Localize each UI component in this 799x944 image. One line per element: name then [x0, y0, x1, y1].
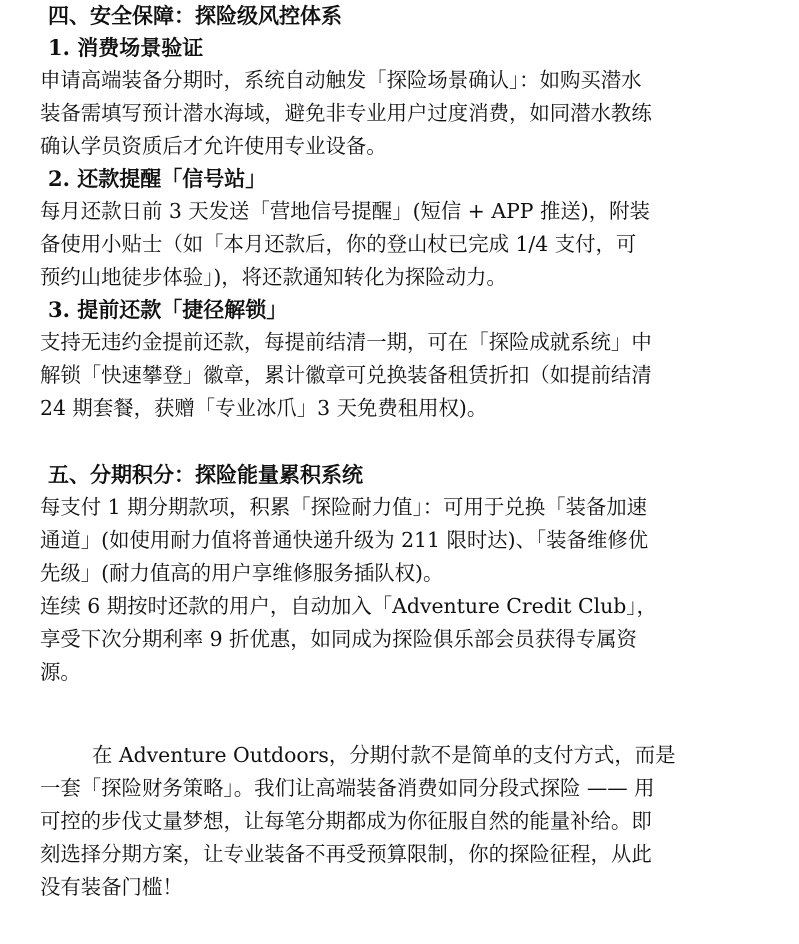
paragraph-repayment-reminder: [40, 195, 740, 294]
paragraph-early-repayment: [40, 326, 740, 425]
paragraph-endurance-points: [40, 491, 740, 590]
text-line: 先级」(耐力值高的用户享维修服务插队权)。: [40, 561, 444, 585]
text-line: 24 期套餐，获赠「专业冰爪」3 天免费租用权)。: [40, 396, 488, 420]
text-line: 装备需填写预计潜水海域，避免非专业用户过度消费，如同潜水教练: [40, 101, 652, 125]
paragraph-credit-club: [40, 590, 740, 689]
text-line: 一套「探险财务策略」。我们让高端装备消费如同分段式探险 —— 用: [40, 776, 655, 800]
text-line: 确认学员资质后才允许使用专业设备。: [40, 134, 387, 158]
text-line: 没有装备门槛！: [40, 875, 183, 899]
subheading-early-repayment: 3. 提前还款「捷径解锁」: [48, 297, 288, 322]
section-heading-safety: 四、安全保障：探险级风控体系: [48, 3, 342, 28]
section-heading-installment-points: 五、分期积分：探险能量累积系统: [48, 462, 363, 487]
document: [40, 0, 740, 904]
text-line: 源。: [40, 660, 81, 684]
text-line: 通道」(如使用耐力值将普通快递升级为 211 限时达)、「装备维修优: [40, 528, 649, 552]
text-line: 每月还款日前 3 天发送「营地信号提醒」(短信 + APP 推送)，附装: [40, 199, 650, 223]
text-line: 每支付 1 期分期款项，积累「探险耐力值」：可用于兑换「装备加速: [40, 495, 648, 519]
paragraph-scenario-verification: [40, 64, 740, 163]
subheading-scenario-verification: 1. 消费场景验证: [48, 35, 204, 60]
text-line: 刻选择分期方案，让专业装备不再受预算限制，你的探险征程，从此: [40, 842, 652, 866]
text-line: 预约山地徒步体验」)，将还款通知转化为探险动力。: [40, 265, 507, 289]
text-line: 享受下次分期利率 9 折优惠，如同成为探险俱乐部会员获得专属资: [40, 627, 637, 651]
text-line: 连续 6 期按时还款的用户，自动加入「Adventure Credit Club」，: [40, 594, 657, 618]
text-line: 备使用小贴士（如「本月还款后，你的登山杖已完成 1/4 支付，可: [40, 232, 637, 256]
subheading-repayment-reminder: 2. 还款提醒「信号站」: [48, 166, 267, 191]
text-line: 可控的步伐丈量梦想，让每笔分期都成为你征服自然的能量补给。即: [40, 809, 652, 833]
text-line: 支持无违约金提前还款，每提前结清一期，可在「探险成就系统」中: [40, 330, 652, 354]
text-line: 在 Adventure Outdoors，分期付款不是简单的支付方式，而是: [92, 743, 676, 767]
paragraph-closing: [40, 739, 740, 904]
text-line: 解锁「快速攀登」徽章，累计徽章可兑换装备租赁折扣（如提前结清: [40, 363, 652, 387]
text-line: 申请高端装备分期时，系统自动触发「探险场景确认」：如购买潜水: [40, 68, 642, 92]
